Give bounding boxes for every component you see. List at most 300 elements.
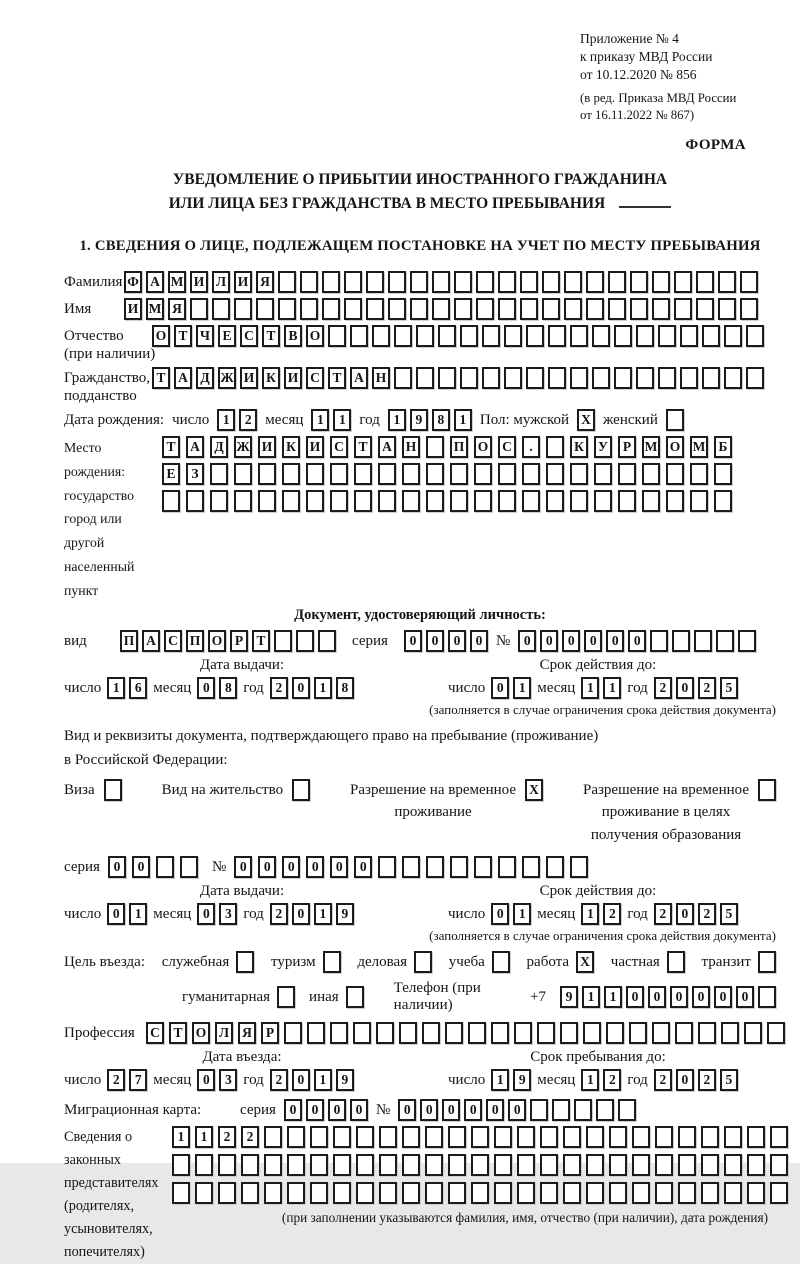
- char-cell[interactable]: [296, 630, 314, 652]
- char-cell[interactable]: 0: [197, 1069, 215, 1091]
- char-cell[interactable]: [450, 463, 468, 485]
- char-cell[interactable]: С: [146, 1022, 164, 1044]
- residence-series-cells[interactable]: [108, 856, 198, 878]
- char-cell[interactable]: [282, 463, 300, 485]
- char-cell[interactable]: 0: [197, 677, 215, 699]
- char-cell[interactable]: [548, 325, 566, 347]
- char-cell[interactable]: [471, 1182, 489, 1204]
- char-cell[interactable]: И: [124, 298, 142, 320]
- char-cell[interactable]: [354, 490, 372, 512]
- residence-expiry-day-cells[interactable]: [491, 903, 531, 925]
- char-cell[interactable]: 1: [388, 409, 406, 431]
- char-cell[interactable]: [614, 367, 632, 389]
- char-cell[interactable]: [744, 1022, 762, 1044]
- char-cell[interactable]: 0: [258, 856, 276, 878]
- char-cell[interactable]: [758, 986, 776, 1008]
- char-cell[interactable]: 9: [336, 1069, 354, 1091]
- sex-female-checkbox[interactable]: [666, 409, 684, 431]
- char-cell[interactable]: [432, 271, 450, 293]
- char-cell[interactable]: 0: [470, 630, 488, 652]
- char-cell[interactable]: [658, 367, 676, 389]
- stay-until-year-cells[interactable]: [654, 1069, 738, 1091]
- char-cell[interactable]: 6: [129, 677, 147, 699]
- char-cell[interactable]: [696, 271, 714, 293]
- residence-issue-day-cells[interactable]: [107, 903, 147, 925]
- char-cell[interactable]: [608, 298, 626, 320]
- char-cell[interactable]: 0: [448, 630, 466, 652]
- temp-permit-checkbox[interactable]: X: [525, 779, 543, 801]
- char-cell[interactable]: [416, 325, 434, 347]
- char-cell[interactable]: [718, 271, 736, 293]
- char-cell[interactable]: 2: [603, 1069, 621, 1091]
- purpose-business-checkbox[interactable]: [414, 951, 432, 973]
- char-cell[interactable]: [630, 271, 648, 293]
- char-cell[interactable]: 2: [698, 677, 716, 699]
- char-cell[interactable]: [564, 271, 582, 293]
- char-cell[interactable]: [333, 1154, 351, 1176]
- char-cell[interactable]: [172, 1182, 190, 1204]
- char-cell[interactable]: Т: [169, 1022, 187, 1044]
- char-cell[interactable]: [642, 463, 660, 485]
- purpose-private-checkbox[interactable]: [667, 951, 685, 973]
- char-cell[interactable]: [322, 271, 340, 293]
- char-cell[interactable]: [372, 325, 390, 347]
- char-cell[interactable]: 1: [129, 903, 147, 925]
- stay-until-day-cells[interactable]: [491, 1069, 531, 1091]
- char-cell[interactable]: [655, 1126, 673, 1148]
- char-cell[interactable]: 0: [107, 903, 125, 925]
- char-cell[interactable]: 8: [336, 677, 354, 699]
- char-cell[interactable]: 1: [314, 1069, 332, 1091]
- char-cell[interactable]: 1: [603, 677, 621, 699]
- char-cell[interactable]: [258, 490, 276, 512]
- legal-representatives-row2-cells[interactable]: [172, 1154, 788, 1176]
- char-cell[interactable]: Р: [618, 436, 636, 458]
- char-cell[interactable]: [560, 1022, 578, 1044]
- char-cell[interactable]: 0: [328, 1099, 346, 1121]
- doc-series-cells[interactable]: [404, 630, 488, 652]
- char-cell[interactable]: [310, 1182, 328, 1204]
- char-cell[interactable]: 1: [172, 1126, 190, 1148]
- char-cell[interactable]: [287, 1154, 305, 1176]
- char-cell[interactable]: [394, 367, 412, 389]
- char-cell[interactable]: [410, 298, 428, 320]
- char-cell[interactable]: 0: [292, 903, 310, 925]
- char-cell[interactable]: А: [146, 271, 164, 293]
- char-cell[interactable]: [300, 271, 318, 293]
- birth-year-cells[interactable]: [388, 409, 472, 431]
- char-cell[interactable]: [366, 298, 384, 320]
- char-cell[interactable]: [694, 630, 712, 652]
- char-cell[interactable]: .: [522, 436, 540, 458]
- migration-number-cells[interactable]: [398, 1099, 636, 1121]
- char-cell[interactable]: П: [186, 630, 204, 652]
- char-cell[interactable]: [498, 271, 516, 293]
- char-cell[interactable]: 0: [426, 630, 444, 652]
- residence-issue-month-cells[interactable]: [197, 903, 237, 925]
- char-cell[interactable]: [300, 298, 318, 320]
- char-cell[interactable]: [402, 856, 420, 878]
- char-cell[interactable]: [402, 1154, 420, 1176]
- char-cell[interactable]: 2: [270, 1069, 288, 1091]
- char-cell[interactable]: [460, 325, 478, 347]
- char-cell[interactable]: [474, 490, 492, 512]
- char-cell[interactable]: О: [152, 325, 170, 347]
- char-cell[interactable]: А: [142, 630, 160, 652]
- char-cell[interactable]: [426, 463, 444, 485]
- char-cell[interactable]: [482, 325, 500, 347]
- char-cell[interactable]: [426, 490, 444, 512]
- birth-day-cells[interactable]: [217, 409, 257, 431]
- char-cell[interactable]: [570, 490, 588, 512]
- char-cell[interactable]: [306, 463, 324, 485]
- residence-number-cells[interactable]: [234, 856, 588, 878]
- char-cell[interactable]: [652, 1022, 670, 1044]
- char-cell[interactable]: [454, 271, 472, 293]
- char-cell[interactable]: 0: [584, 630, 602, 652]
- char-cell[interactable]: [655, 1182, 673, 1204]
- char-cell[interactable]: [674, 298, 692, 320]
- char-cell[interactable]: 1: [195, 1126, 213, 1148]
- char-cell[interactable]: [328, 325, 346, 347]
- char-cell[interactable]: 9: [513, 1069, 531, 1091]
- char-cell[interactable]: [416, 367, 434, 389]
- char-cell[interactable]: 0: [350, 1099, 368, 1121]
- char-cell[interactable]: 1: [604, 986, 622, 1008]
- char-cell[interactable]: [609, 1154, 627, 1176]
- char-cell[interactable]: [636, 367, 654, 389]
- char-cell[interactable]: 2: [654, 1069, 672, 1091]
- char-cell[interactable]: [652, 298, 670, 320]
- char-cell[interactable]: [378, 856, 396, 878]
- char-cell[interactable]: 5: [720, 1069, 738, 1091]
- char-cell[interactable]: 0: [491, 903, 509, 925]
- char-cell[interactable]: [274, 630, 292, 652]
- char-cell[interactable]: [548, 367, 566, 389]
- char-cell[interactable]: [425, 1182, 443, 1204]
- char-cell[interactable]: 0: [284, 1099, 302, 1121]
- char-cell[interactable]: [701, 1126, 719, 1148]
- char-cell[interactable]: П: [450, 436, 468, 458]
- char-cell[interactable]: [583, 1022, 601, 1044]
- char-cell[interactable]: Д: [210, 436, 228, 458]
- char-cell[interactable]: [636, 325, 654, 347]
- char-cell[interactable]: [410, 271, 428, 293]
- profession-cells[interactable]: [146, 1022, 785, 1044]
- char-cell[interactable]: [680, 367, 698, 389]
- residence-issue-year-cells[interactable]: [270, 903, 354, 925]
- char-cell[interactable]: [494, 1154, 512, 1176]
- char-cell[interactable]: [618, 1099, 636, 1121]
- char-cell[interactable]: [520, 271, 538, 293]
- char-cell[interactable]: [356, 1126, 374, 1148]
- char-cell[interactable]: [522, 856, 540, 878]
- char-cell[interactable]: 0: [518, 630, 536, 652]
- char-cell[interactable]: [552, 1099, 570, 1121]
- char-cell[interactable]: [678, 1126, 696, 1148]
- char-cell[interactable]: 0: [670, 986, 688, 1008]
- char-cell[interactable]: [629, 1022, 647, 1044]
- purpose-other-checkbox[interactable]: [346, 986, 364, 1008]
- char-cell[interactable]: [491, 1022, 509, 1044]
- char-cell[interactable]: 0: [292, 1069, 310, 1091]
- char-cell[interactable]: 5: [720, 677, 738, 699]
- purpose-work-checkbox[interactable]: X: [576, 951, 594, 973]
- char-cell[interactable]: [716, 630, 734, 652]
- char-cell[interactable]: [526, 325, 544, 347]
- char-cell[interactable]: [546, 463, 564, 485]
- char-cell[interactable]: [724, 367, 742, 389]
- char-cell[interactable]: [402, 463, 420, 485]
- char-cell[interactable]: 9: [336, 903, 354, 925]
- char-cell[interactable]: [210, 490, 228, 512]
- doc-number-cells[interactable]: [518, 630, 756, 652]
- char-cell[interactable]: [378, 463, 396, 485]
- char-cell[interactable]: П: [120, 630, 138, 652]
- char-cell[interactable]: И: [234, 271, 252, 293]
- doc-expiry-year-cells[interactable]: [654, 677, 738, 699]
- char-cell[interactable]: [608, 271, 626, 293]
- char-cell[interactable]: Т: [262, 325, 280, 347]
- legal-representatives-row3-cells[interactable]: [172, 1182, 788, 1204]
- char-cell[interactable]: М: [642, 436, 660, 458]
- char-cell[interactable]: [517, 1126, 535, 1148]
- char-cell[interactable]: И: [284, 367, 302, 389]
- char-cell[interactable]: [746, 367, 764, 389]
- char-cell[interactable]: [655, 1154, 673, 1176]
- char-cell[interactable]: Т: [162, 436, 180, 458]
- phone-cells[interactable]: [560, 986, 776, 1008]
- char-cell[interactable]: О: [474, 436, 492, 458]
- char-cell[interactable]: [234, 463, 252, 485]
- char-cell[interactable]: 0: [714, 986, 732, 1008]
- char-cell[interactable]: [698, 1022, 716, 1044]
- char-cell[interactable]: 1: [311, 409, 329, 431]
- char-cell[interactable]: [701, 1182, 719, 1204]
- char-cell[interactable]: [740, 271, 758, 293]
- char-cell[interactable]: 2: [654, 903, 672, 925]
- char-cell[interactable]: А: [186, 436, 204, 458]
- char-cell[interactable]: 0: [540, 630, 558, 652]
- char-cell[interactable]: [460, 367, 478, 389]
- patronymic-cells[interactable]: [152, 325, 764, 347]
- char-cell[interactable]: М: [146, 298, 164, 320]
- char-cell[interactable]: 0: [562, 630, 580, 652]
- birth-place-row3-cells[interactable]: [162, 490, 732, 512]
- char-cell[interactable]: [614, 325, 632, 347]
- char-cell[interactable]: [690, 490, 708, 512]
- char-cell[interactable]: [498, 490, 516, 512]
- char-cell[interactable]: [354, 463, 372, 485]
- char-cell[interactable]: [609, 1126, 627, 1148]
- char-cell[interactable]: И: [258, 436, 276, 458]
- char-cell[interactable]: Ф: [124, 271, 142, 293]
- char-cell[interactable]: [379, 1182, 397, 1204]
- char-cell[interactable]: А: [350, 367, 368, 389]
- char-cell[interactable]: [376, 1022, 394, 1044]
- char-cell[interactable]: Б: [714, 436, 732, 458]
- char-cell[interactable]: [438, 325, 456, 347]
- char-cell[interactable]: [190, 298, 208, 320]
- char-cell[interactable]: 2: [241, 1126, 259, 1148]
- char-cell[interactable]: [344, 271, 362, 293]
- char-cell[interactable]: [570, 367, 588, 389]
- char-cell[interactable]: [264, 1126, 282, 1148]
- char-cell[interactable]: Т: [328, 367, 346, 389]
- char-cell[interactable]: [564, 298, 582, 320]
- surname-cells[interactable]: [124, 271, 758, 293]
- doc-issue-day-cells[interactable]: [107, 677, 147, 699]
- char-cell[interactable]: [770, 1126, 788, 1148]
- char-cell[interactable]: [586, 298, 604, 320]
- char-cell[interactable]: [471, 1154, 489, 1176]
- char-cell[interactable]: [574, 1099, 592, 1121]
- char-cell[interactable]: [724, 325, 742, 347]
- char-cell[interactable]: 2: [270, 903, 288, 925]
- char-cell[interactable]: [570, 325, 588, 347]
- char-cell[interactable]: Я: [238, 1022, 256, 1044]
- char-cell[interactable]: [586, 1126, 604, 1148]
- purpose-study-checkbox[interactable]: [492, 951, 510, 973]
- char-cell[interactable]: [172, 1154, 190, 1176]
- char-cell[interactable]: [721, 1022, 739, 1044]
- purpose-transit-checkbox[interactable]: [758, 951, 776, 973]
- char-cell[interactable]: [426, 856, 444, 878]
- char-cell[interactable]: [256, 298, 274, 320]
- char-cell[interactable]: [278, 298, 296, 320]
- char-cell[interactable]: [517, 1154, 535, 1176]
- char-cell[interactable]: [658, 325, 676, 347]
- char-cell[interactable]: 0: [354, 856, 372, 878]
- char-cell[interactable]: 1: [217, 409, 235, 431]
- char-cell[interactable]: 0: [306, 1099, 324, 1121]
- char-cell[interactable]: [482, 367, 500, 389]
- migration-series-cells[interactable]: [284, 1099, 368, 1121]
- char-cell[interactable]: 0: [282, 856, 300, 878]
- char-cell[interactable]: 1: [582, 986, 600, 1008]
- char-cell[interactable]: [701, 1154, 719, 1176]
- char-cell[interactable]: [609, 1182, 627, 1204]
- char-cell[interactable]: 3: [219, 1069, 237, 1091]
- char-cell[interactable]: [746, 325, 764, 347]
- char-cell[interactable]: [652, 271, 670, 293]
- char-cell[interactable]: 2: [239, 409, 257, 431]
- char-cell[interactable]: Р: [261, 1022, 279, 1044]
- char-cell[interactable]: 1: [581, 1069, 599, 1091]
- char-cell[interactable]: [494, 1126, 512, 1148]
- residence-permit-checkbox[interactable]: [292, 779, 310, 801]
- char-cell[interactable]: А: [378, 436, 396, 458]
- char-cell[interactable]: [563, 1126, 581, 1148]
- char-cell[interactable]: 8: [432, 409, 450, 431]
- char-cell[interactable]: [234, 298, 252, 320]
- char-cell[interactable]: 1: [513, 677, 531, 699]
- char-cell[interactable]: [632, 1182, 650, 1204]
- char-cell[interactable]: М: [168, 271, 186, 293]
- char-cell[interactable]: 0: [736, 986, 754, 1008]
- char-cell[interactable]: О: [192, 1022, 210, 1044]
- char-cell[interactable]: И: [306, 436, 324, 458]
- char-cell[interactable]: 2: [603, 903, 621, 925]
- char-cell[interactable]: [738, 630, 756, 652]
- char-cell[interactable]: [454, 298, 472, 320]
- char-cell[interactable]: [218, 1154, 236, 1176]
- char-cell[interactable]: Н: [402, 436, 420, 458]
- char-cell[interactable]: 0: [306, 856, 324, 878]
- char-cell[interactable]: [632, 1126, 650, 1148]
- char-cell[interactable]: [546, 490, 564, 512]
- char-cell[interactable]: Ж: [234, 436, 252, 458]
- char-cell[interactable]: 0: [234, 856, 252, 878]
- char-cell[interactable]: [514, 1022, 532, 1044]
- char-cell[interactable]: [563, 1182, 581, 1204]
- char-cell[interactable]: М: [690, 436, 708, 458]
- char-cell[interactable]: С: [240, 325, 258, 347]
- char-cell[interactable]: [680, 325, 698, 347]
- char-cell[interactable]: [310, 1154, 328, 1176]
- char-cell[interactable]: 0: [692, 986, 710, 1008]
- char-cell[interactable]: 1: [314, 903, 332, 925]
- char-cell[interactable]: [388, 298, 406, 320]
- char-cell[interactable]: [675, 1022, 693, 1044]
- char-cell[interactable]: [570, 856, 588, 878]
- char-cell[interactable]: 0: [420, 1099, 438, 1121]
- char-cell[interactable]: [241, 1182, 259, 1204]
- char-cell[interactable]: С: [306, 367, 324, 389]
- char-cell[interactable]: [210, 463, 228, 485]
- char-cell[interactable]: 0: [491, 677, 509, 699]
- char-cell[interactable]: [618, 490, 636, 512]
- char-cell[interactable]: [718, 298, 736, 320]
- char-cell[interactable]: [425, 1126, 443, 1148]
- char-cell[interactable]: [678, 1154, 696, 1176]
- sex-male-checkbox[interactable]: X: [577, 409, 595, 431]
- char-cell[interactable]: [307, 1022, 325, 1044]
- char-cell[interactable]: [330, 463, 348, 485]
- char-cell[interactable]: 1: [581, 677, 599, 699]
- char-cell[interactable]: [287, 1126, 305, 1148]
- char-cell[interactable]: [156, 856, 174, 878]
- char-cell[interactable]: [474, 463, 492, 485]
- birth-month-cells[interactable]: [311, 409, 351, 431]
- char-cell[interactable]: Ж: [218, 367, 236, 389]
- char-cell[interactable]: Е: [162, 463, 180, 485]
- char-cell[interactable]: [520, 298, 538, 320]
- doc-issue-month-cells[interactable]: [197, 677, 237, 699]
- char-cell[interactable]: [195, 1182, 213, 1204]
- char-cell[interactable]: Е: [218, 325, 236, 347]
- char-cell[interactable]: [468, 1022, 486, 1044]
- char-cell[interactable]: [474, 856, 492, 878]
- char-cell[interactable]: [714, 463, 732, 485]
- char-cell[interactable]: 1: [107, 677, 125, 699]
- char-cell[interactable]: О: [208, 630, 226, 652]
- char-cell[interactable]: Т: [174, 325, 192, 347]
- char-cell[interactable]: 0: [330, 856, 348, 878]
- char-cell[interactable]: [542, 298, 560, 320]
- char-cell[interactable]: [702, 325, 720, 347]
- char-cell[interactable]: [394, 325, 412, 347]
- char-cell[interactable]: [530, 1099, 548, 1121]
- char-cell[interactable]: [379, 1154, 397, 1176]
- char-cell[interactable]: [618, 463, 636, 485]
- char-cell[interactable]: [522, 490, 540, 512]
- char-cell[interactable]: [526, 367, 544, 389]
- char-cell[interactable]: [596, 1099, 614, 1121]
- legal-representatives-row1-cells[interactable]: [172, 1126, 788, 1148]
- entry-day-cells[interactable]: [107, 1069, 147, 1091]
- doc-type-cells[interactable]: [120, 630, 336, 652]
